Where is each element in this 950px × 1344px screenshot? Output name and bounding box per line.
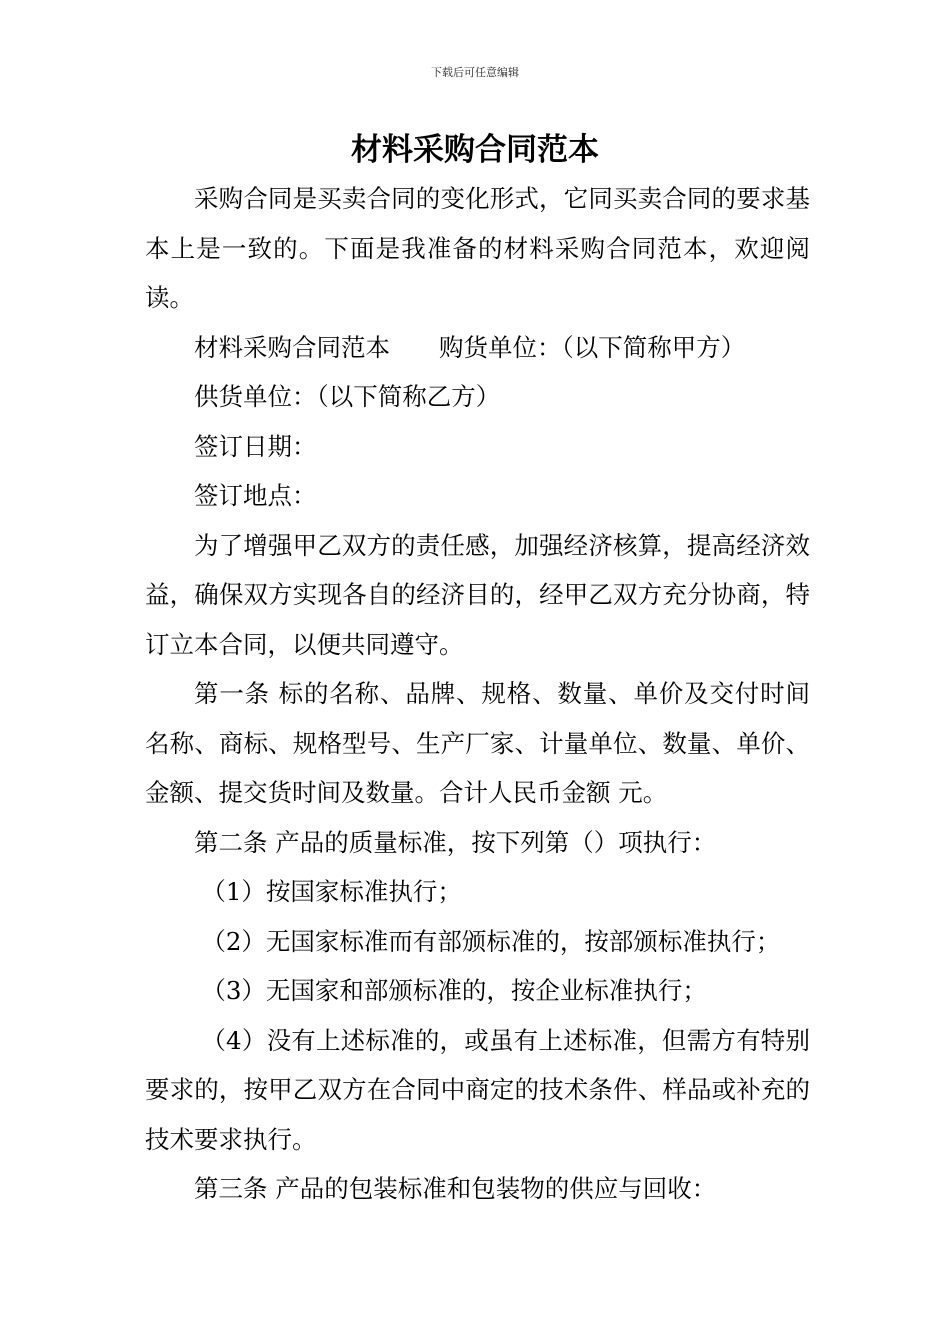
article-2-item-2: （2）无国家标准而有部颁标准的，按部颁标准执行； — [201, 926, 781, 956]
intro-paragraph: 采购合同是买卖合同的变化形式，它同买卖合同的要求基本上是一致的。下面是我准备的材料采购合同范本，欢迎阅读。 — [145, 184, 810, 312]
purpose-paragraph: 为了增强甲乙双方的责任感，加强经济核算，提高经济效益，确保双方实现各自的经济目的，经甲乙双方充分协商，特订立本合同，以便共同遵守。 — [145, 530, 810, 659]
article-2-item-1: （1）按国家标准执行； — [201, 877, 462, 906]
article-2-item-4: （4）没有上述标准的，或虽有上述标准，但需方有特别要求的，按甲乙双方在合同中商定的技术条件、样品或补充的技术要求执行。 — [145, 1025, 810, 1154]
document-body — [145, 174, 810, 1214]
header-note: 下载后可任意编辑 — [431, 66, 519, 79]
contract-heading-buyer: 材料采购合同范本 购货单位：（以下简称甲方） — [194, 332, 746, 362]
document-title: 材料采购合同范本 — [351, 132, 599, 168]
article-2-item-3: （3）无国家和部颁标准的，按企业标准执行； — [201, 976, 707, 1005]
article-1: 第一条 标的名称、品牌、规格、数量、单价及交付时间名称、商标、规格型号、生产厂家、计量单位、数量、单价、金额、提交货时间及数量。合计人民币金额 元。 — [145, 679, 810, 807]
article-3: 第三条 产品的包装标准和包装物的供应与回收： — [194, 1174, 717, 1203]
signing-date-line: 签订日期： — [194, 431, 317, 461]
article-2: 第二条 产品的质量标准，按下列第（）项执行： — [194, 827, 717, 857]
supplier-line: 供货单位：（以下简称乙方） — [194, 382, 501, 411]
signing-place-line: 签订地点： — [194, 481, 317, 510]
